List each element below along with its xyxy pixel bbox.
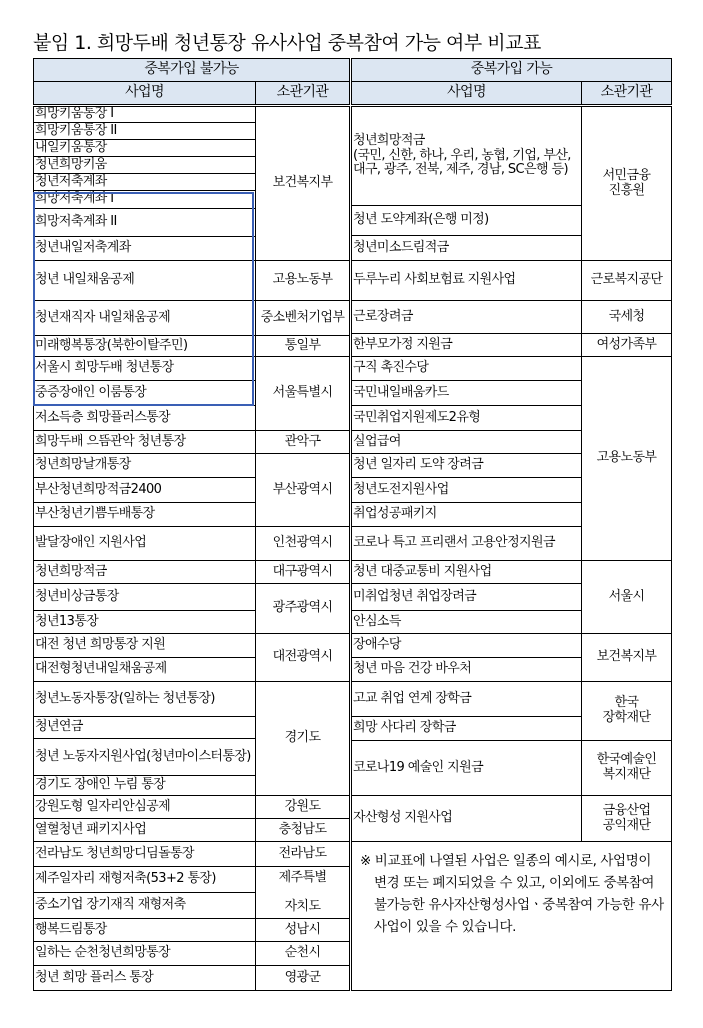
table-row	[34, 842, 350, 867]
table-row	[34, 301, 350, 336]
agency: 관악구	[256, 431, 350, 454]
table-row	[34, 919, 350, 942]
program-name: 중증장애인 이룸통장	[34, 381, 256, 406]
col-name-header: 사업명	[352, 82, 582, 106]
program-name: 청년 희망 플러스 통장	[34, 966, 256, 991]
agency: 부산광역시	[256, 454, 350, 527]
program-name: 장애수당	[352, 634, 582, 658]
program-name: 코로나19 예술인 지원금	[352, 741, 582, 796]
program-name: 미래행복통장(북한이탈주민)	[34, 336, 256, 357]
program-name: 청년 마음 건강 바우처	[352, 658, 582, 682]
agency: 영광군	[256, 966, 350, 991]
program-name: 행복드림통장	[34, 919, 256, 942]
program-name: 청년희망적금	[34, 561, 256, 584]
program-name: 근로장려금	[352, 301, 582, 334]
program-name: 제주일자리 재형저축(53+2 통장)	[34, 867, 256, 893]
note-row	[352, 842, 672, 991]
table-row	[352, 357, 672, 381]
table-row	[34, 357, 350, 381]
program-name: 희망저축계좌 I	[34, 191, 256, 209]
program-name: 청년희망키움	[34, 157, 256, 174]
table-row	[34, 561, 350, 584]
program-name: 청년13통장	[34, 611, 256, 634]
agency: 전라남도	[256, 842, 350, 867]
allowed-table	[351, 58, 672, 991]
agency: 경기도	[256, 682, 350, 796]
not-allowed-table	[33, 58, 350, 991]
program-name: 한부모가정 지원금	[352, 334, 582, 357]
program-name: 청년연금	[34, 717, 256, 739]
table-row	[34, 454, 350, 478]
program-name: 안심소득	[352, 611, 582, 634]
not-allowed-header: 중복가입 불가능	[34, 59, 350, 82]
program-name: 청년 노동자지원사업(청년마이스터통장)	[34, 739, 256, 776]
program-name: 청년 대중교통비 지원사업	[352, 561, 582, 584]
program-name: 청년 도약계좌(은행 미정)	[352, 206, 582, 236]
program-name: 청년노동자통장(일하는 청년통장)	[34, 682, 256, 717]
program-name: 열혈청년 패키지사업	[34, 819, 256, 842]
program-name: 취업성공패키지	[352, 503, 582, 527]
agency: 근로복지공단	[582, 261, 672, 301]
program-name: 부산청년희망적금2400	[34, 478, 256, 503]
table-row	[34, 634, 350, 658]
program-name: 청년저축계좌	[34, 174, 256, 191]
program-name: 경기도 장애인 누림 통장	[34, 776, 256, 796]
agency: 대전광역시	[256, 634, 350, 682]
footnote: ※ 비교표에 나열된 사업은 일종의 예시로, 사업명이 변경 또는 폐지되었을 수 있고, 이외에도 중복참여 불가능한 유사자산형성사업ㆍ중복참여 가능한 유사사업이 있을 수 있습니다.	[352, 842, 672, 991]
program-name: 내일키움통장	[34, 140, 256, 157]
program-name: 청년희망적금 (국민, 신한, 하나, 우리, 농협, 기업, 부산, 대구, 광주, 전북, 제주, 경남, SC은행 등)	[352, 106, 582, 206]
table-row	[34, 584, 350, 611]
program-name: 강원도형 일자리안심공제	[34, 796, 256, 819]
agency: 서민금융 진흥원	[582, 106, 672, 261]
agency: 강원도	[256, 796, 350, 819]
program-name: 전라남도 청년희망디딤돌통장	[34, 842, 256, 867]
program-name: 발달장애인 지원사업	[34, 527, 256, 561]
table-row	[352, 741, 672, 796]
agency: 서울시	[582, 561, 672, 634]
table-row	[34, 261, 350, 301]
program-name: 청년 내일채움공제	[34, 261, 256, 301]
program-name: 청년재직자 내일채움공제	[34, 301, 256, 336]
agency: 충청남도	[256, 819, 350, 842]
program-name: 희망두배 으뜸관악 청년통장	[34, 431, 256, 454]
program-name: 실업급여	[352, 431, 582, 454]
table-row	[34, 796, 350, 819]
agency: 대구광역시	[256, 561, 350, 584]
table-row	[34, 106, 350, 123]
table-row	[352, 106, 672, 206]
program-name: 청년비상금통장	[34, 584, 256, 611]
agency: 서울특별시	[256, 357, 350, 431]
program-name: 청년도전지원사업	[352, 478, 582, 503]
table-row	[34, 336, 350, 357]
document-title: 붙임 1. 희망두배 청년통장 유사사업 중복참여 가능 여부 비교표	[33, 32, 541, 54]
table-row	[34, 942, 350, 966]
program-name: 희망 사다리 장학금	[352, 717, 582, 741]
program-name: 청년 일자리 도약 장려금	[352, 454, 582, 478]
program-name: 청년미소드림적금	[352, 236, 582, 261]
program-name: 저소득층 희망플러스통장	[34, 406, 256, 431]
program-name: 미취업청년 취업장려금	[352, 584, 582, 611]
agency: 고용노동부	[582, 357, 672, 561]
program-name: 희망키움통장 II	[34, 123, 256, 140]
program-name: 일하는 순천청년희망통장	[34, 942, 256, 966]
program-name: 구직 촉진수당	[352, 357, 582, 381]
program-name: 국민취업지원제도2유형	[352, 406, 582, 431]
program-name: 두루누리 사회보험료 지원사업	[352, 261, 582, 301]
table-row	[352, 334, 672, 357]
program-name: 대전 청년 희망통장 지원	[34, 634, 256, 658]
table-row	[352, 261, 672, 301]
program-name: 서울시 희망두배 청년통장	[34, 357, 256, 381]
agency: 한국 장학재단	[582, 682, 672, 741]
agency: 고용노동부	[256, 261, 350, 301]
program-name: 고교 취업 연계 장학금	[352, 682, 582, 717]
table-row	[352, 682, 672, 717]
agency: 인천광역시	[256, 527, 350, 561]
agency: 제주특별 자치도	[256, 867, 350, 919]
agency: 중소벤처기업부	[256, 301, 350, 336]
table-row	[34, 867, 350, 893]
agency: 성남시	[256, 919, 350, 942]
program-name: 대전형청년내일채움공제	[34, 658, 256, 682]
agency: 보건복지부	[582, 634, 672, 682]
table-row	[34, 527, 350, 561]
agency: 보건복지부	[256, 106, 350, 261]
table-row	[34, 682, 350, 717]
program-name: 희망키움통장 I	[34, 106, 256, 123]
table-row	[352, 301, 672, 334]
agency: 여성가족부	[582, 334, 672, 357]
program-name: 청년내일저축계좌	[34, 237, 256, 261]
agency: 한국예술인 복지재단	[582, 741, 672, 796]
allowed-header: 중복가입 가능	[352, 59, 672, 82]
agency: 금융산업 공익재단	[582, 796, 672, 842]
agency: 순천시	[256, 942, 350, 966]
table-row	[352, 634, 672, 658]
table-row	[34, 819, 350, 842]
table-row	[34, 431, 350, 454]
col-name-header: 사업명	[34, 82, 256, 106]
program-name: 국민내일배움카드	[352, 381, 582, 406]
program-name: 중소기업 장기재직 재형저축	[34, 893, 256, 919]
agency: 통일부	[256, 336, 350, 357]
program-name: 희망저축계좌 II	[34, 209, 256, 237]
col-agency-header: 소관기관	[256, 82, 350, 106]
program-name: 코로나 특고 프리랜서 고용안정지원금	[352, 527, 582, 561]
agency: 광주광역시	[256, 584, 350, 634]
table-row	[352, 561, 672, 584]
table-row	[34, 966, 350, 991]
program-name: 청년희망날개통장	[34, 454, 256, 478]
agency: 국세청	[582, 301, 672, 334]
col-agency-header: 소관기관	[582, 82, 672, 106]
table-row	[352, 796, 672, 842]
program-name: 자산형성 지원사업	[352, 796, 582, 842]
program-name: 부산청년기쁨두배통장	[34, 503, 256, 527]
